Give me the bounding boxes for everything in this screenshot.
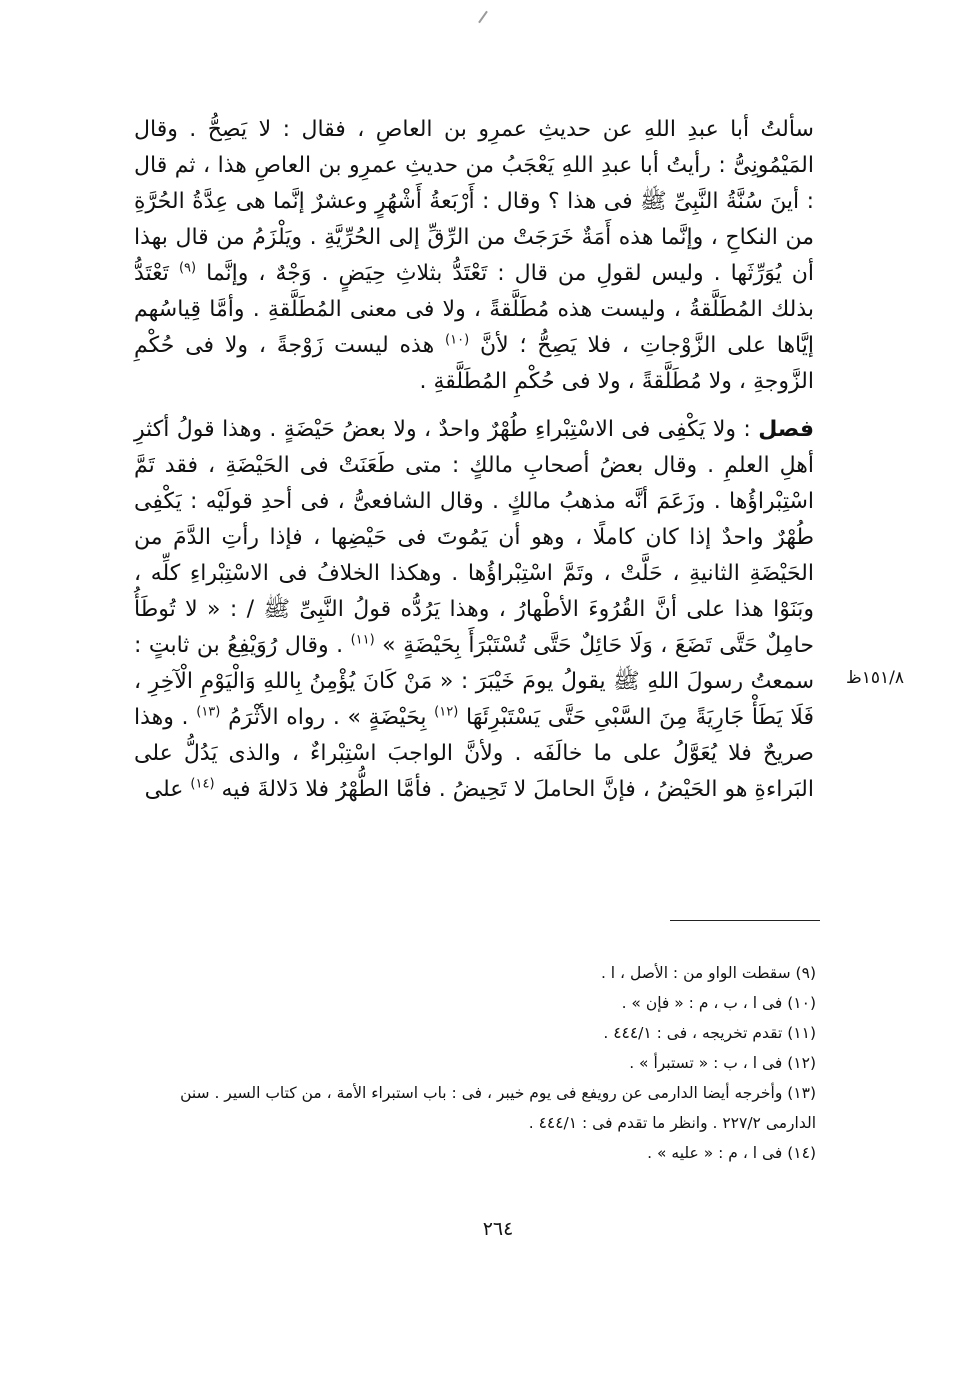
text-run: : ولا يَكْفِى فى الاسْتِبْراءِ طُهْرٌ واحدٌ ، ولا بعضُ حَيْضَةٍ . وهذا قولُ أكثرِ أهلِ العلمِ . وقال بعضُ أصحابِ مالكٍ : متى طَعَنَتْ فى الحَيْضَةِ ، فقد تَمَّ اسْتِبْراؤُها . وزَعَمَ أنَّه مذهبُ مالكٍ . وقال الشافعىُّ ، فى أحدِ قولَيْه : يَكْفِى طُهْرٌ واحدٌ إذا كان كاملًا ، وهو أن يَمُوتَ فى حَيْضِها ، فإذا رأتِ الدَّمَ من الحَيْضَةِ الثانيةِ ، حَلَّتْ ، وتَمَّ اسْتِبْراؤُها . وهكذا الخلافُ فى الاسْتِبْراءِ كلِّه ، وبَنَوْا هذا على أنَّ القُرُوءَ الأطْهارُ ، وهذا يَرُدُّه قولُ النَّبِىِّ ﷺ / : « لا تُوطَأُ حامِلٌ حَتَّى تَضَعَ ، وَلَا حَائِلٌ حَتَّى تُسْتَبْرَأَ بِحَيْضَةٍ » [134,417,814,658]
text-run: بِحَيْضَةٍ » . رواه الأثْرَمُ [228,705,427,730]
footnote-reference[interactable]: (١٣) [196,704,221,720]
scan-mark [478,11,488,24]
footnote-reference[interactable]: (١١) [350,632,375,648]
section-label: فصل [758,417,814,442]
footnote-reference[interactable]: (١٤) [190,776,215,792]
text-run: هذه ليست زَوْجةً ، ولا فى حُكْمِ الزَّوجةِ ، ولا مُطَلَّقةً ، ولا فى حُكْمِ المُطَلَّقةِ . [134,333,814,394]
paragraph [134,412,814,808]
footnote: (٩) سقطت الواو من : الأصل ، ا . [600,964,816,982]
main-text [134,112,814,808]
paragraph [134,112,814,400]
text-run: . وقال رُوَيْفِعُ بن ثابتٍ : سمعتُ رسولَ اللهِ ﷺ يقولُ يومَ خَيْبَرَ : « مَنْ كَانَ يُؤْمِنُ بِاللهِ وَالْيَوْمِ الْآخِرِ ، فَلَا يَطَأْ جَارِيَةً مِنَ السَّبْىِ حَتَّى يَسْتَبْرِئَهَا [134,633,815,730]
text-run: تَعْتَدُّ بذلك المُطَلَّقةُ ، وليست هذه مُطَلَّقةً ، ولا فى معنى المُطَلَّقةِ . وأمَّا قِياسُهم إيَّاها على الزَّوْجاتِ ، فلا يَصِحُّ ؛ لأنَّ [134,261,814,358]
footnote: (١٢) فى ا ، ب : « تستبرأ » . [629,1054,816,1072]
footnote: (١٣) وأخرجه أيضا الدارمى عن رويفع فى يوم خيبر ، فى : باب استبراء الأمة ، من كتاب السير . سنن الدارمى ٢٢٧/٢ . وانظر ما تقدم فى : ٤٤٤/١ . [180,1084,816,1132]
footnote-reference[interactable]: (١٠) [445,332,470,348]
margin-reference-note: ١٥١/٨ظ [846,668,904,688]
footnote-divider [670,920,820,921]
text-run: سألتُ أبا عبدِ اللهِ عن حديثِ عمرِو بن العاصِ ، فقال : لا يَصِحُّ . وقال المَيْمُونِىُّ : رأيتُ أبا عبدِ اللهِ يَعْجَبُ من حديثِ عمرِو بن العاصِ هذا ، ثم قال : أينَ سُنَّةُ النَّبِىِّ ﷺ فى هذا ؟ وقال : أَرْبَعةُ أَشْهُرٍ وعشرٌ إنَّما هى عِدَّةُ الحُرَّةِ من النكاحِ ، وإنَّما هذه أَمَةٌ خَرَجَتْ من الرِّقِّ إلى الحُرِّيَّةِ . ويَلْزَمُ من قال بهذا أن يُوَرِّثَها . وليس لقولِ من قال : تَعْتَدُّ بثلاثِ حِيَضٍ . وَجْهٌ ، وإنَّما [134,117,814,286]
page-number: ٢٦٤ [482,1218,514,1240]
text-run: على [144,777,184,802]
footnotes [126,958,816,1168]
footnote-reference[interactable]: (٩) [178,260,197,276]
text-run: . وهذا صريحٌ فلا يُعَوَّلُ على ما خالَفَه . ولأنَّ الواجبَ اسْتِبْراءٌ ، والذى يَدُلُّ على البَراءةِ هو الحَيْضُ ، فإنَّ الحاملَ لا تَحِيضُ . فأمَّا الطُّهْرُ فلا دَلالةَ فيه [134,705,814,802]
footnote: (١١) تقدم تخريجه ، فى : ٤٤٤/١ . [603,1024,816,1042]
footnote: (١٠) فى ا ، ب ، م : « فإن » . [621,994,816,1012]
footnote-reference[interactable]: (١٢) [434,704,459,720]
footnote: (١٤) فى ا ، م : « عليه » . [647,1144,816,1162]
